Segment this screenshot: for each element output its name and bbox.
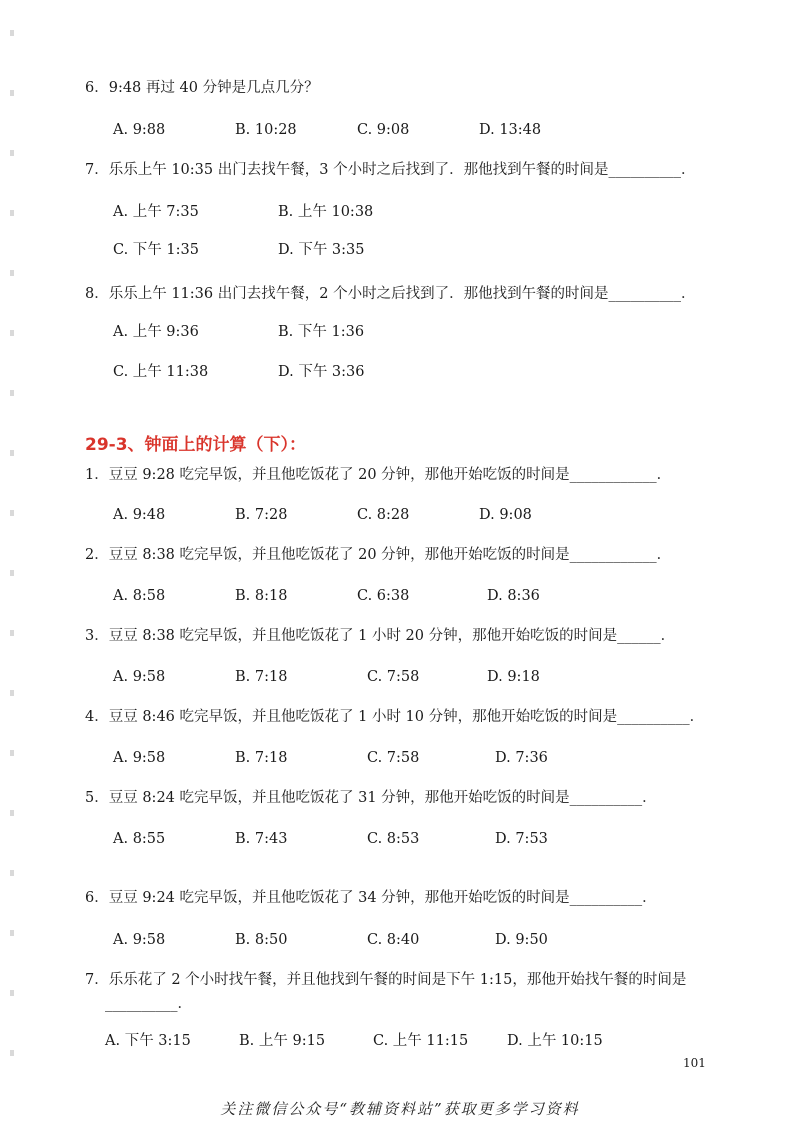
option-a: A. 上午 9:36 [113, 324, 199, 340]
option-b: B. 下午 1:36 [278, 324, 365, 340]
option-d: D. 7:36 [495, 750, 548, 766]
option-a: A. 9:58 [113, 750, 166, 766]
question-7: 7．乐乐上午 10:35 出门去找午餐，3 个小时之后找到了．那他找到午餐的时间是__________． [85, 162, 696, 178]
question-7-line2: __________． [105, 996, 192, 1012]
page-binding-edge [10, 30, 14, 1090]
option-b: B. 7:18 [235, 669, 288, 685]
option-c: C. 8:40 [367, 932, 420, 948]
option-b: B. 上午 9:15 [239, 1033, 326, 1049]
option-a: A. 9:88 [113, 122, 166, 138]
question-4: 4．豆豆 8:46 吃完早饭，并且他吃饭花了 1 小时 10 分钟，那他开始吃饭的时间是__________． [85, 709, 705, 725]
option-d: D. 下午 3:36 [278, 364, 365, 380]
option-c: C. 7:58 [367, 669, 420, 685]
option-d: D. 下午 3:35 [278, 242, 365, 258]
option-b: B. 10:28 [235, 122, 297, 138]
question-1: 1．豆豆 9:28 吃完早饭，并且他吃饭花了 20 分钟，那他开始吃饭的时间是____________． [85, 467, 672, 483]
section-title: 29-3、钟面上的计算（下）： [85, 435, 307, 455]
option-d: D. 9:18 [487, 669, 540, 685]
option-d: D. 上午 10:15 [507, 1033, 603, 1049]
option-a: A. 下午 3:15 [105, 1033, 191, 1049]
option-a: A. 8:55 [113, 831, 166, 847]
option-a: A. 8:58 [113, 588, 166, 604]
option-d: D. 7:53 [495, 831, 548, 847]
option-c: C. 6:38 [357, 588, 410, 604]
option-d: D. 8:36 [487, 588, 540, 604]
question-5: 5．豆豆 8:24 吃完早饭，并且他吃饭花了 31 分钟，那他开始吃饭的时间是__________． [85, 790, 657, 806]
option-c: C. 下午 1:35 [113, 242, 199, 258]
question-8: 8．乐乐上午 11:36 出门去找午餐，2 个小时之后找到了．那他找到午餐的时间是__________． [85, 286, 696, 302]
question-3: 3．豆豆 8:38 吃完早饭，并且他吃饭花了 1 小时 20 分钟，那他开始吃饭的时间是______． [85, 628, 676, 644]
question-7-line1: 7．乐乐花了 2 个小时找午餐，并且他找到午餐的时间是下午 1:15，那他开始找午餐的时间是 [85, 972, 687, 988]
option-a: A. 9:48 [113, 507, 166, 523]
question-6: 6．豆豆 9:24 吃完早饭，并且他吃饭花了 34 分钟，那他开始吃饭的时间是__________． [85, 890, 657, 906]
option-d: D. 9:50 [495, 932, 548, 948]
option-b: B. 7:28 [235, 507, 288, 523]
option-c: C. 上午 11:38 [113, 364, 209, 380]
option-d: D. 9:08 [479, 507, 532, 523]
option-b: B. 7:43 [235, 831, 288, 847]
option-a: A. 9:58 [113, 669, 166, 685]
option-b: B. 7:18 [235, 750, 288, 766]
option-a: A. 9:58 [113, 932, 166, 948]
footer-watermark-text: 关注微信公众号“教辅资料站”获取更多学习资料 [220, 1100, 580, 1118]
option-c: C. 8:28 [357, 507, 410, 523]
page-number: 101 [683, 1056, 706, 1070]
question-2: 2．豆豆 8:38 吃完早饭，并且他吃饭花了 20 分钟，那他开始吃饭的时间是____________． [85, 547, 672, 563]
option-c: C. 9:08 [357, 122, 410, 138]
option-c: C. 8:53 [367, 831, 420, 847]
option-d: D. 13:48 [479, 122, 542, 138]
option-b: B. 上午 10:38 [278, 204, 374, 220]
option-b: B. 8:50 [235, 932, 288, 948]
option-c: C. 上午 11:15 [373, 1033, 469, 1049]
question-6: 6．9:48 再过 40 分钟是几点几分？ [85, 80, 319, 96]
option-a: A. 上午 7:35 [113, 204, 199, 220]
option-c: C. 7:58 [367, 750, 420, 766]
option-b: B. 8:18 [235, 588, 288, 604]
